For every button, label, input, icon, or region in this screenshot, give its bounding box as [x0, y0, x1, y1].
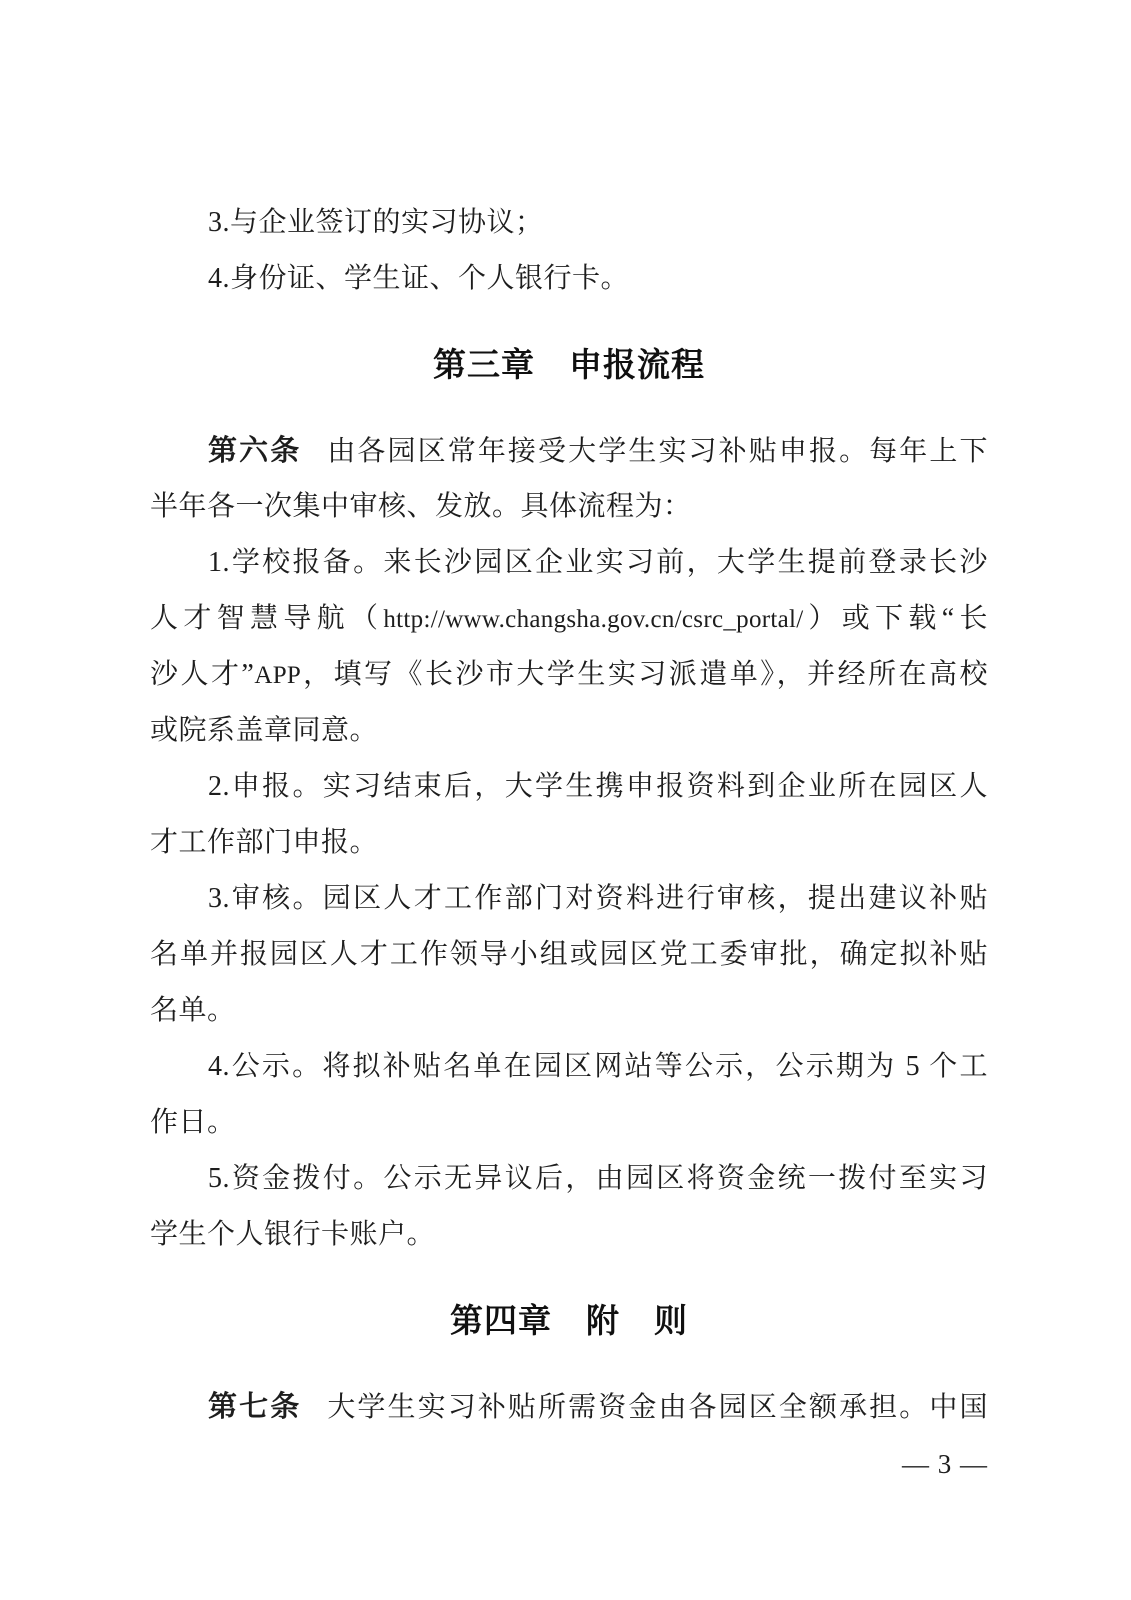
text-segment: 半年各一次集中审核、发放。具体流程为： [150, 491, 692, 522]
text-segment: 由各园区常年接受大学生实习补贴申报。每年上下 [327, 436, 988, 467]
text-segment: 人才智慧导航（ [150, 603, 384, 634]
page-number: — 3 — [902, 1449, 988, 1479]
text-segment: 4.公示。将拟补贴名单在园区网站等公示，公示期为 5 个工 [208, 1051, 988, 1082]
doc-line [150, 871, 988, 927]
text-segment: 名单。 [150, 995, 236, 1026]
text-segment: 才工作部门申报。 [150, 827, 379, 858]
doc-line [150, 647, 988, 703]
text-segment: 作日。 [150, 1107, 236, 1138]
doc-line [150, 815, 988, 871]
text-segment: APP [254, 662, 302, 689]
text-segment: 5.资金拨付。公示无异议后，由园区将资金统一拨付至实习 [208, 1163, 988, 1194]
text-segment: 名单并报园区人才工作领导小组或园区党工委审批，确定拟补贴 [150, 939, 988, 970]
article-number: 第七条 [208, 1391, 302, 1423]
doc-line [150, 1039, 988, 1095]
text-segment: 大学生实习补贴所需资金由各园区全额承担。中国 [327, 1392, 988, 1423]
text-segment: ）或下载“长 [803, 603, 988, 634]
doc-line [150, 195, 988, 251]
doc-line [150, 703, 988, 759]
text-segment: ，填写《长沙市大学生实习派遣单》，并经所在高校 [301, 659, 988, 690]
text-segment: 3.审核。园区人才工作部门对资料进行审核，提出建议补贴 [208, 883, 988, 914]
text-segment: 4.身份证、学生证、个人银行卡。 [208, 263, 630, 294]
doc-line [150, 1207, 988, 1263]
doc-line [150, 759, 988, 815]
doc-line [150, 479, 988, 535]
text-segment: http://www.changsha.gov.cn/csrc_portal/ [383, 606, 804, 633]
doc-line [150, 983, 988, 1039]
text-segment: 学生个人银行卡账户。 [150, 1219, 436, 1250]
text-segment: 2.申报。实习结束后，大学生携申报资料到企业所在园区人 [208, 771, 988, 802]
doc-line [150, 535, 988, 591]
doc-line [150, 423, 988, 479]
doc-line [150, 591, 988, 647]
doc-line [150, 1095, 988, 1151]
chapter-heading: 第四章 附 则 [450, 1302, 688, 1339]
text-segment: 或院系盖章同意。 [150, 715, 379, 746]
text-segment: 1.学校报备。来长沙园区企业实习前，大学生提前登录长沙 [208, 547, 988, 578]
doc-line [150, 1151, 988, 1207]
doc-line [150, 927, 988, 983]
text-segment: 沙人才” [150, 659, 255, 690]
doc-line [150, 1379, 988, 1435]
doc-line [150, 251, 988, 307]
text-segment: 3.与企业签订的实习协议； [208, 207, 544, 238]
chapter-heading: 第三章 申报流程 [433, 346, 705, 383]
article-number: 第六条 [208, 435, 302, 467]
document-body [150, 195, 988, 1435]
